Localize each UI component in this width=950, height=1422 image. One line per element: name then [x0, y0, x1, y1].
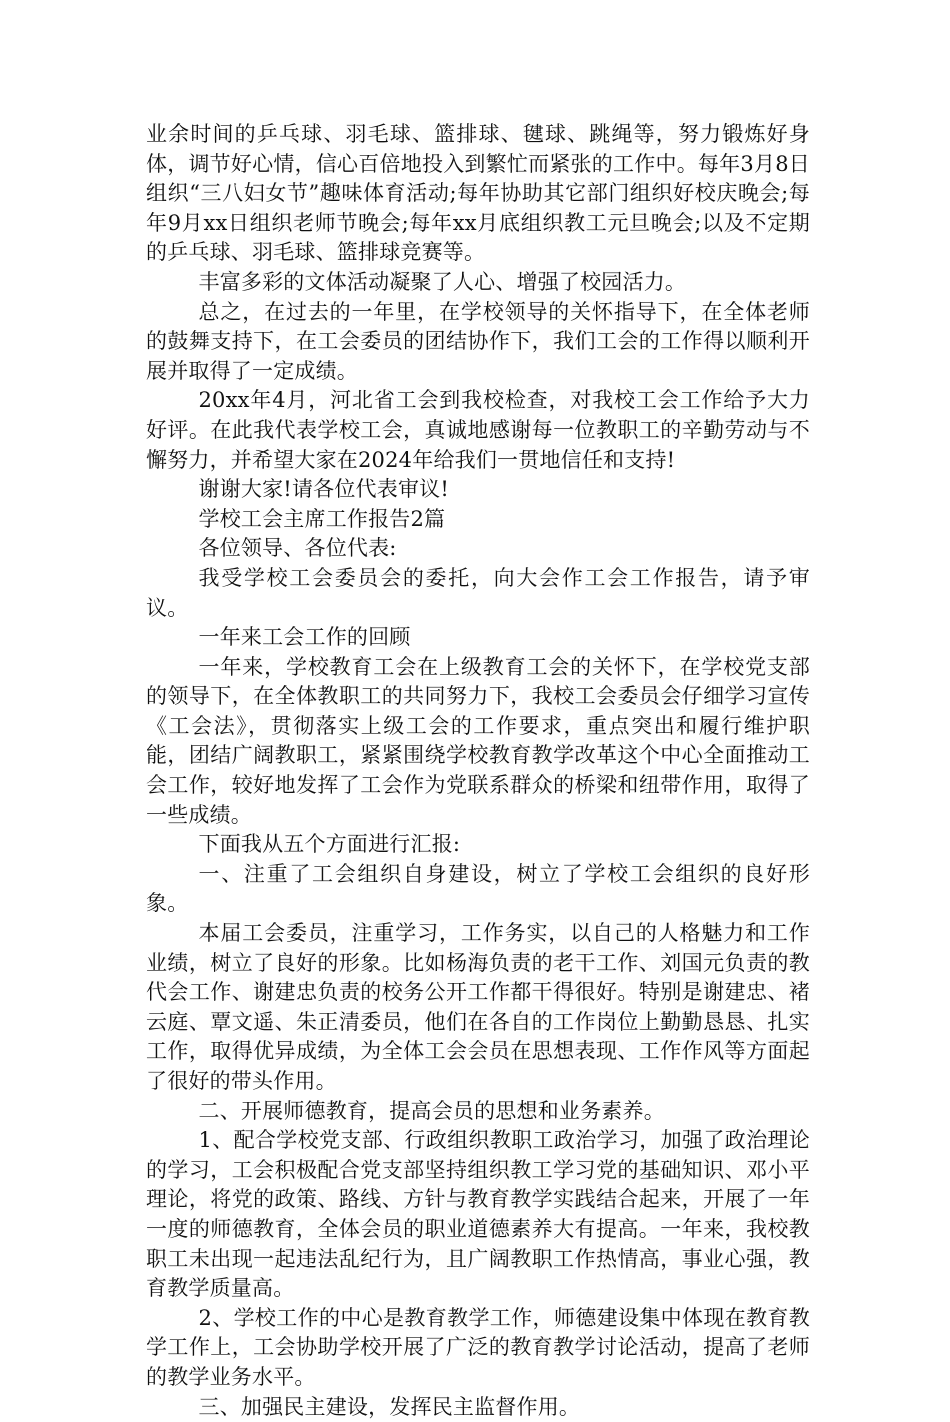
report-title: 学校工会主席工作报告2篇	[198, 506, 446, 531]
paragraph-inspection: 20xx年4月，河北省工会到我校检查，对我校工会工作给予大力好评。在此我代表学校工会，真诚地感谢每一位教职工的辛勤劳动与不懈努力，并希望大家在2024年给我们一贯地信任和支持!	[146, 388, 810, 472]
paragraph-thanks: 谢谢大家!请各位代表审议!	[198, 477, 449, 502]
paragraph-entrusted: 我受学校工会委员会的委托，向大会作工会工作报告，请予审议。	[146, 565, 810, 620]
paragraph-sports-activities: 业余时间的乒乓球、羽毛球、篮排球、毽球、跳绳等，努力锻炼好身体，调节好心情，信心百倍地投入到繁忙而紧张的工作中。每年3月8日组织“三八妇女节”趣味体育活动;每年协助其它部门组织好校庆晚会;每年9月xx日组织老师节晚会;每年xx月底组织教工元旦晚会;以及不定期的乒乓球、羽毛球、篮排球竞赛等。	[146, 122, 810, 265]
section-heading-review: 一年来工会工作的回顾	[198, 625, 411, 650]
paragraph-committee-members: 本届工会委员，注重学习，工作务实，以自己的人格魅力和工作业绩，树立了良好的形象。比如杨海负责的老干工作、刘国元负责的教代会工作、谢建忠负责的校务公开工作都干得很好。特别是谢建忠、褚云庭、覃文遥、朱正清委员，他们在各自的工作岗位上勤勤恳恳、扎实工作，取得优异成绩，为全体工会会员在思想表现、工作作风等方面起了很好的带头作用。	[146, 921, 810, 1093]
paragraph-five-aspects: 下面我从五个方面进行汇报:	[198, 832, 461, 857]
salutation: 各位领导、各位代表:	[198, 536, 397, 561]
paragraph-campus-vitality: 丰富多彩的文体活动凝聚了人心、增强了校园活力。	[198, 269, 687, 294]
section-heading-three: 三、加强民主建设，发挥民主监督作用。	[198, 1394, 581, 1419]
section-heading-two: 二、开展师德教育，提高会员的思想和业务素养。	[198, 1098, 665, 1123]
paragraph-item-2: 2、学校工作的中心是教育教学工作，师德建设集中体现在教育教学工作上，工会协助学校开展了广泛的教育教学讨论活动，提高了老师的教学业务水平。	[146, 1305, 810, 1389]
paragraph-summary: 总之，在过去的一年里，在学校领导的关怀指导下，在全体老师的鼓舞支持下，在工会委员的团结协作下，我们工会的工作得以顺利开展并取得了一定成绩。	[146, 299, 810, 383]
paragraph-year-overview: 一年来，学校教育工会在上级教育工会的关怀下，在学校党支部的领导下，在全体教职工的共同努力下，我校工会委员会仔细学习宣传《工会法》，贯彻落实上级工会的工作要求，重点突出和履行维护职能，团结广阔教职工，紧紧围绕学校教育教学改革这个中心全面推动工会工作，较好地发挥了工会作为党联系群众的桥梁和纽带作用，取得了一些成绩。	[146, 654, 810, 827]
paragraph-item-1: 1、配合学校党支部、行政组织教职工政治学习，加强了政治理论的学习，工会积极配合党支部坚持组织教工学习党的基础知识、邓小平理论，将党的政策、路线、方针与教育教学实践结合起来，开展了一年一度的师德教育，全体会员的职业道德素养大有提高。一年来，我校教职工未出现一起违法乱纪行为，且广阔教职工作热情高，事业心强，教育教学质量高。	[146, 1128, 810, 1301]
section-heading-one: 一、注重了工会组织自身建设，树立了学校工会组织的良好形象。	[146, 861, 810, 916]
document-page	[146, 120, 810, 1422]
